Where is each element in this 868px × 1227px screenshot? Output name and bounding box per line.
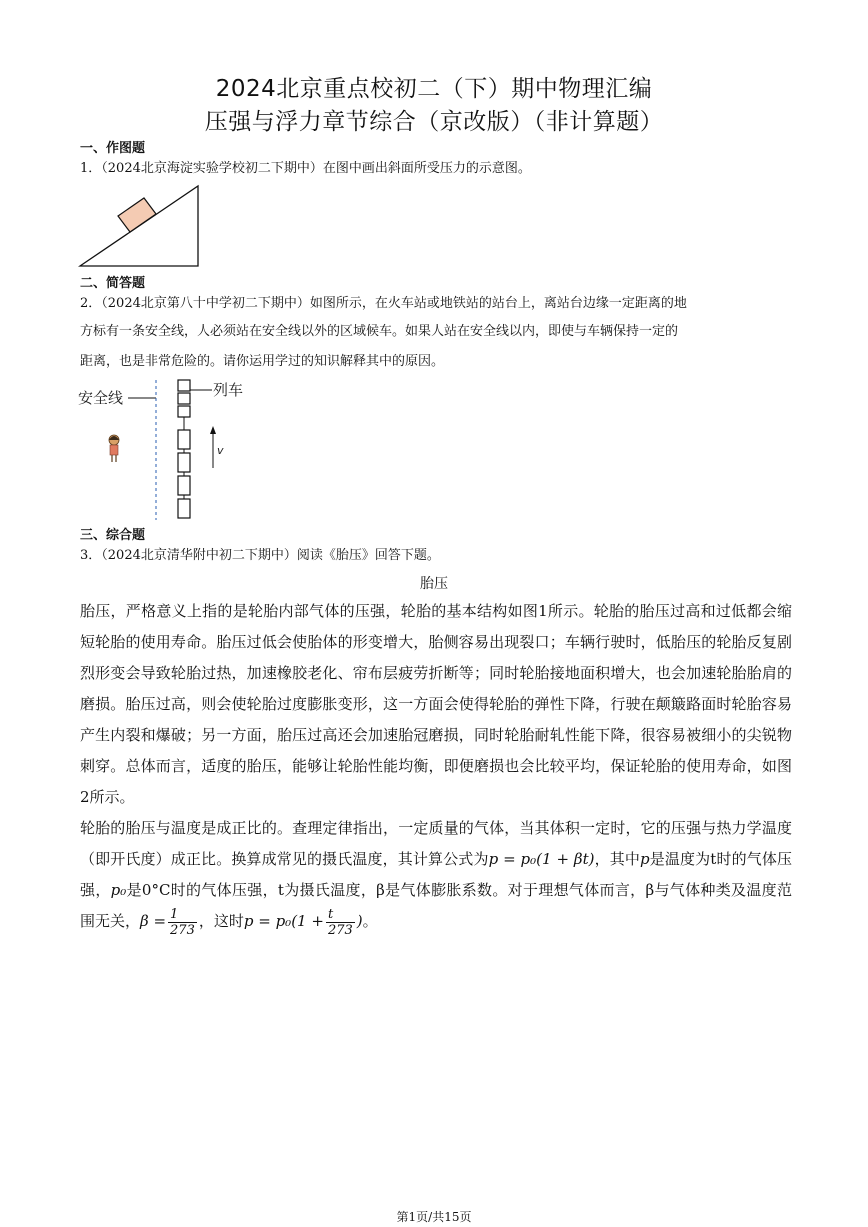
- section-heading-short-answer: 二、简答题: [80, 276, 146, 291]
- question-1: 1．（2024北京海淀实验学校初二下期中）在图中画出斜面所受压力的示意图。: [80, 161, 531, 176]
- article-title: 胎压: [420, 576, 448, 592]
- safety-line-label: 安全线: [78, 389, 124, 407]
- section-heading-drawing: 一、作图题: [80, 141, 146, 156]
- incline-figure: [78, 184, 202, 270]
- question-3: 3．（2024北京清华附中初二下期中）阅读《胎压》回答下题。: [80, 548, 440, 563]
- fraction-1-over-273: $\frac{1}{273}$: [170, 906, 195, 938]
- page-title-line2: 压强与浮力章节综合（京改版）（非计算题）: [204, 109, 664, 135]
- velocity-label: v: [217, 444, 224, 457]
- article-paragraph-1: 胎压，严格意义上指的是轮胎内部气体的压强，轮胎的基本结构如图1所示。轮胎的胎压过高和过低都会缩短轮胎的使用寿命。胎压过低会使胎体的形变增大，胎侧容易出现裂口；车辆行驶时，低胎压的轮胎反复剧烈形变会导致轮胎过热，加速橡胶老化、帘布层疲劳折断等；同时轮胎接地面积增大，也会加速轮胎胎肩的磨损。胎压过高，则会使轮胎过度膨胀变形，这一方面会使得轮胎的弹性下降，行驶在颠簸路面时轮胎容易产生内裂和爆破；另一方面，胎压过高还会加速胎冠磨损，同时轮胎耐轧性能下降，很容易被细小的尖锐物刺穿。总体而言，适度的胎压，能够让轮胎性能均衡，即便磨损也会比较平均，保证轮胎的使用寿命，如图2所示。: [80, 602, 792, 806]
- page-title-line1: 2024北京重点校初二（下）期中物理汇编: [215, 76, 653, 102]
- platform-figure: [76, 376, 256, 522]
- formula-beta: β = $\frac{1}{273}$: [140, 906, 195, 938]
- formula-charles-law: p = p₀(1 + βt): [488, 850, 595, 868]
- velocity-arrow: [210, 426, 216, 468]
- incline-block: [118, 198, 156, 232]
- train-cars: [178, 380, 190, 518]
- question-2-line2: 方标有一条安全线，人必须站在安全线以外的区域候车。如果人站在安全线以内，即使与车辆保持一定的: [80, 324, 679, 339]
- train-label: 列车: [213, 381, 244, 399]
- formula-ideal-gas: p = p₀(1 + $\frac{t}{273}$ ): [243, 906, 363, 938]
- question-2-line1: 2．（2024北京第八十中学初二下期中）如图所示，在火车站或地铁站的站台上，离站台边缘一定距离的地: [80, 296, 687, 311]
- article-body: [80, 596, 792, 938]
- page-number: 第1页/共15页: [396, 1210, 472, 1224]
- question-2-line3: 距离，也是非常危险的。请你运用学过的知识解释其中的原因。: [80, 354, 445, 369]
- person-icon: [109, 435, 119, 462]
- section-heading-comprehensive: 三、综合题: [80, 528, 146, 543]
- article-paragraph-2: 轮胎的胎压与温度是成正比的。查理定律指出，一定质量的气体，当其体积一定时，它的压强与热力学温度（即开氏度）成正比。换算成常见的摄氏温度，其计算公式为p = p₀(1 + βt)，其中p是温度为t时的气体压强，p₀是0°C时的气体压强，t为摄氏温度，β是气体膨胀系数。对于理想气体而言，β与气体种类及温度范围无关，β = $\frac{1}{273}$ ，这时p = p₀(1 + $\frac{t}{273}$ )。: [80, 819, 792, 938]
- fraction-t-over-273: $\frac{t}{273}$: [327, 906, 353, 938]
